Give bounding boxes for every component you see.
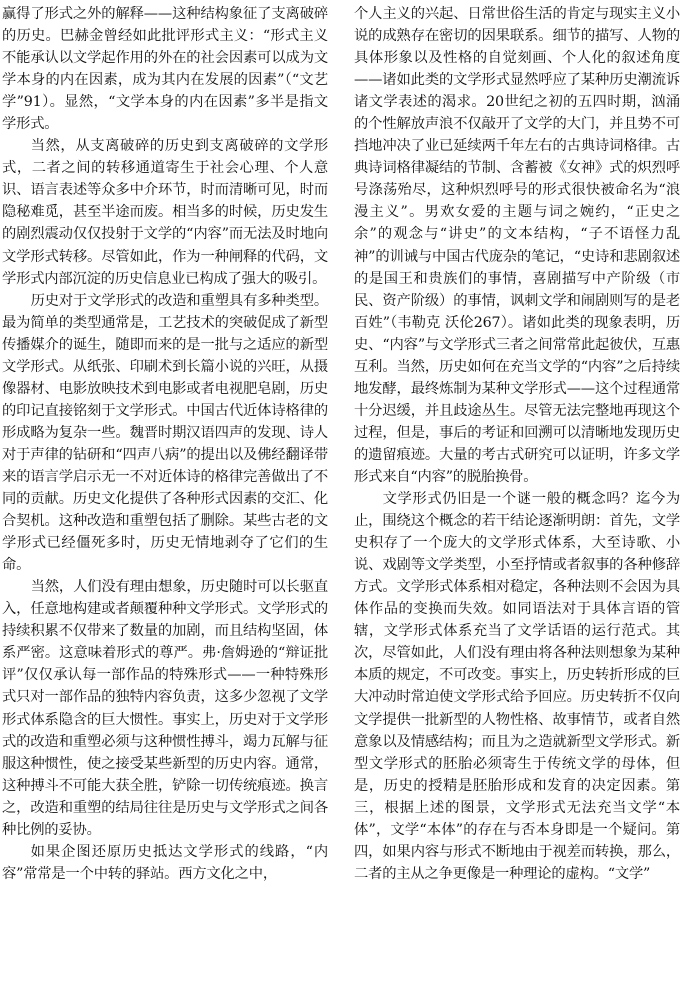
right-paragraph-2: 文学形式仍旧是一个谜一般的概念吗？迄今为止，围绕这个概念的若干结论逐渐明朗：首先，文学史积存了一个庞大的文学形式体系，大至诗歌、小说、戏剧等文学类型，小至抒情或者叙事的各种修辞方式。文学形式体系相对稳定，各种法则不会因为具体作品的变换而失效。如同语法对于具体言语的管辖，文学形式体系充当了文学话语的运行范式。其次，尽管如此，人们没有理由将各种法则想象为某种本质的规定，不可改变。事实上，历史转折形成的巨大冲动时常迫使文学形式给予回应。历史转折不仅向文学提供一批新型的人物性格、故事情节，或者自然意象以及情感结构；而且为之造就新型文学形式。新型文学形式的胚胎必须寄生于传统文学的母体，但是，历史的授精是胚胎形成和发育的决定因素。第三，根据上述的图景，文学形式无法充当文学“本体”，文学“本体”的存在与否本身即是一个疑问。第四，如果内容与形式不断地由于视差而转换，那么，二者的主从之争更像是一种理论的虚构。“文学”: [354, 491, 680, 882]
right-column: [354, 0, 680, 998]
left-paragraph-5: 如果企图还原历史抵达文学形式的线路，“内容”常常是一个中转的驿站。西方文化之中，: [2, 843, 328, 882]
left-paragraph-3: 历史对于文学形式的改造和重塑具有多种类型。最为简单的类型通常是，工艺技术的突破促成了新型传播媒介的诞生，随即而来的是一批与之适应的新型文学形式。从纸张、印刷术到长篇小说的兴旺，从摄像器材、电影放映技术到电影或者电视肥皂剧，历史的印记直接铭刻于文学形式。中国古代近体诗格律的形成略为复杂一些。魏晋时期汉语四声的发现、诗人对于声律的钻研和“四声八病”的提出以及佛经翻译带来的语言学启示无一不对近体诗的格律完善做出了不同的贡献。历史文化提供了各种形式因素的交汇、化合契机。这种改造和重塑包括了删除。某些古老的文学形式已经僵死多时，历史无情地剥夺了它们的生命。: [2, 292, 328, 574]
left-paragraph-2: 当然，从支离破碎的历史到支离破碎的文学形式，二者之间的转移通道寄生于社会心理、个人意识、语言表述等众多中介环节，时而清晰可见，时而隐秘难觅，甚至半途而废。相当多的时候，历史发生的剧烈震动仅仅投射于文学的“内容”而无法及时地向文学形式转移。尽管如此，作为一种闸释的代码，文学形式内部沉淀的历史信息业已构成了强大的吸引。: [2, 138, 328, 287]
right-paragraph-1: 个人主义的兴起、日常世俗生活的肯定与现实主义小说的成熟存在密切的因果联系。细节的描写、人物的具体形象以及性格的自觉刻画、个人化的叙述角度——诸如此类的文学形式显然呼应了某种历史潮流诉诸文学表述的渴求。20世纪之初的五四时期，汹涌的个性解放声浪不仅敲开了文学的大门，并且势不可挡地冲决了业已延续两千年左右的古典诗词格律。古典诗词格律凝结的节制、含蓄被《女神》式的炽烈呼号涤荡殆尽，这种炽烈呼号的形式很快被命名为“浪漫主义”。男欢女爱的主题与词之婉约，“正史之余”的观念与“讲史”的文本结构，“子不语怪力乱神”的训诫与中国古代庞杂的笔记，“史诗和悲剧叙述的是国王和贵族们的事情，喜剧描写中产阶级（市民、资产阶级）的事情，讽刺文学和闹剧则写的是老百姓”（韦勒克 沃伦267）。诸如此类的现象表明，历史、“内容”与文学形式三者之间常常此起彼伏，互惠互利。当然，历史如何在充当文学的“内容”之后持续地发酵，最终炼制为某种文学形式——这个过程通常十分迟缓，并且歧途丛生。尽管无法完整地再现这个过程，但是，事后的考证和回溯可以清晰地发现历史的遗留痕迹。大量的考古式研究可以证明，许多文学形式来自“内容”的脱胎换骨。: [354, 6, 680, 485]
left-paragraph-1: 赢得了形式之外的解释——这种结构象征了支离破碎的历史。巴赫金曾经如此批评形式主义：“形式主义不能承认以文学起作用的外在的社会因素可以成为文学本身的内在因素，成为其内在发展的因素”（“文艺学”91）。显然，“文学本身的内在因素”多半是指文学形式。: [2, 6, 328, 133]
left-column: [2, 0, 328, 998]
left-paragraph-4: 当然，人们没有理由想象，历史随时可以长驱直入，任意地构建或者颠覆种种文学形式。文学形式的持续积累不仅带来了数量的加剧，而且结构坚固，体系严密。这意味着形式的尊严。弗·詹姆逊的“辩证批评”仅仅承认每一部作品的特殊形式——一种特殊形式只对一部作品的独特内容负责，这多少忽视了文学形式体系隐含的巨大惯性。事实上，历史对于文学形式的改造和重塑必须与这种惯性搏斗，竭力瓦解与征服这种惯性，使之接受某些新型的历史内容。通常，这种搏斗不可能大获全胜，铲除一切传统痕迹。换言之，改造和重塑的结局往往是历史与文学形式之间各种比例的妥协。: [2, 579, 328, 838]
